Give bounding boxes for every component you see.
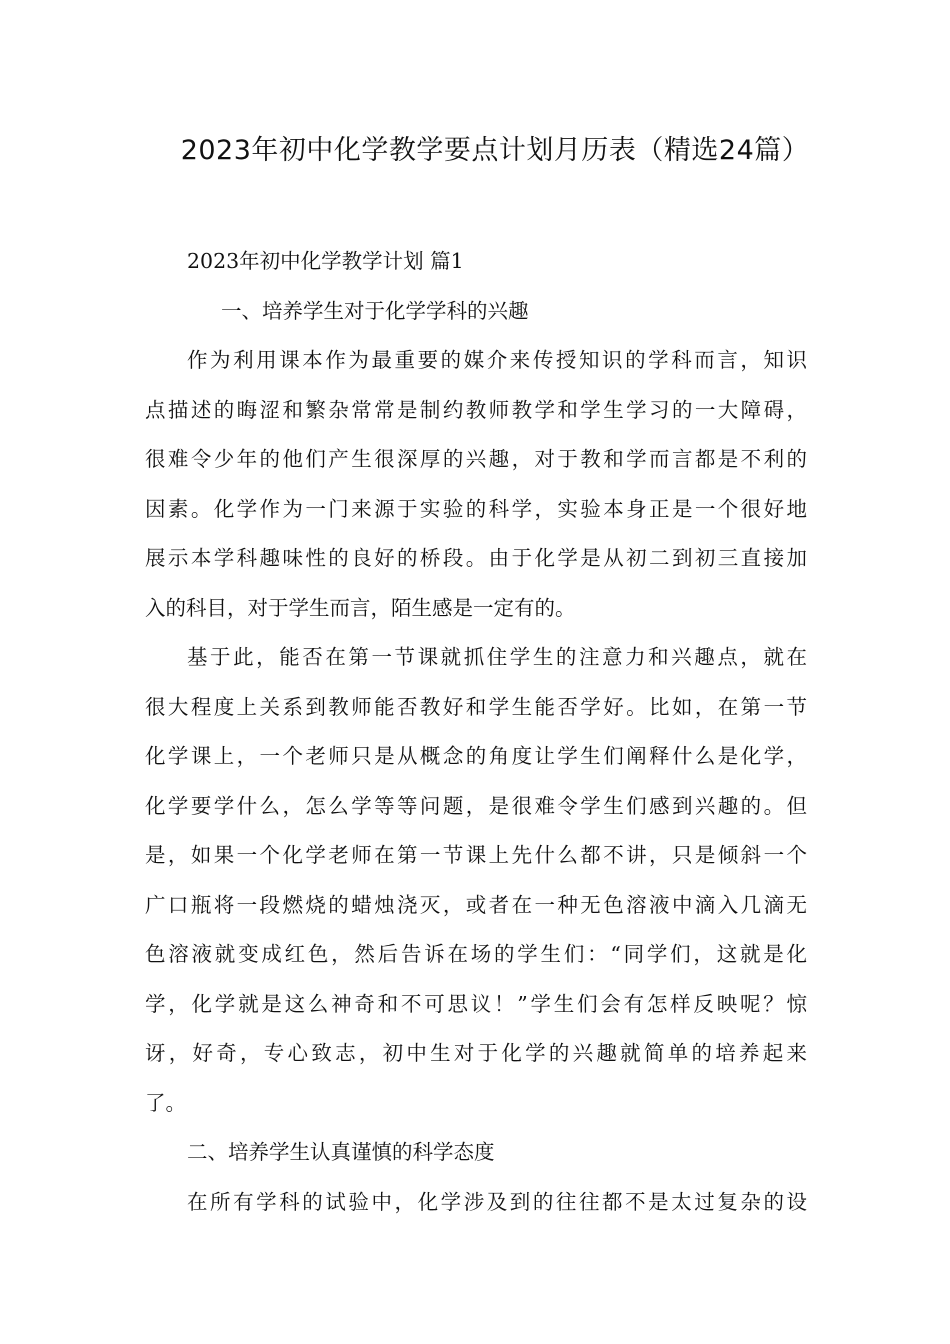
paragraph-line: 因素。化学作为一门来源于实验的科学，实验本身正是一个很好地 xyxy=(145,496,807,521)
paragraph-line: 在所有学科的试验中，化学涉及到的往往都不是太过复杂的设 xyxy=(187,1189,807,1214)
paragraph-line: 基于此，能否在第一节课就抓住学生的注意力和兴趣点，就在 xyxy=(187,645,807,669)
subsection-heading: 二、培养学生认真谨慎的科学态度 xyxy=(187,1140,495,1164)
section-heading: 2023年初中化学教学计划 篇1 xyxy=(187,249,464,273)
paragraph-line: 了。 xyxy=(145,1090,186,1115)
paragraph-line: 是，如果一个化学老师在第一节课上先什么都不讲，只是倾斜一个 xyxy=(145,843,807,867)
subsection-heading: 一、培养学生对于化学学科的兴趣 xyxy=(221,298,529,323)
paragraph-line: 很难令少年的他们产生很深厚的兴趣，对于教和学而言都是不利的 xyxy=(145,447,807,471)
paragraph-line: 点描述的晦涩和繁杂常常是制约教师教学和学生学习的一大障碍， xyxy=(145,397,807,422)
paragraph-line: 化学要学什么，怎么学等等问题，是很难令学生们感到兴趣的。但 xyxy=(145,793,807,818)
paragraph-line: 学，化学就是这么神奇和不可思议！”学生们会有怎样反映呢？惊 xyxy=(145,991,807,1016)
paragraph-line: 广口瓶将一段燃烧的蜡烛浇灭，或者在一种无色溶液中滴入几滴无 xyxy=(145,892,807,917)
paragraph-line: 化学课上，一个老师只是从概念的角度让学生们阐释什么是化学， xyxy=(145,744,807,768)
paragraph-line: 作为利用课本作为最重要的媒介来传授知识的学科而言，知识 xyxy=(187,348,807,372)
document-title: 2023年初中化学教学要点计划月历表（精选24篇） xyxy=(180,135,810,166)
paragraph-line: 讶，好奇，专心致志，初中生对于化学的兴趣就简单的培养起来 xyxy=(145,1041,807,1065)
paragraph-line: 入的科目，对于学生而言，陌生感是一定有的。 xyxy=(145,595,576,620)
paragraph-line: 很大程度上关系到教师能否教好和学生能否学好。比如，在第一节 xyxy=(145,694,807,719)
paragraph-line: 色溶液就变成红色，然后告诉在场的学生们：“同学们，这就是化 xyxy=(145,942,807,966)
paragraph-line: 展示本学科趣味性的良好的桥段。由于化学是从初二到初三直接加 xyxy=(145,546,807,570)
document-body xyxy=(145,237,807,1227)
